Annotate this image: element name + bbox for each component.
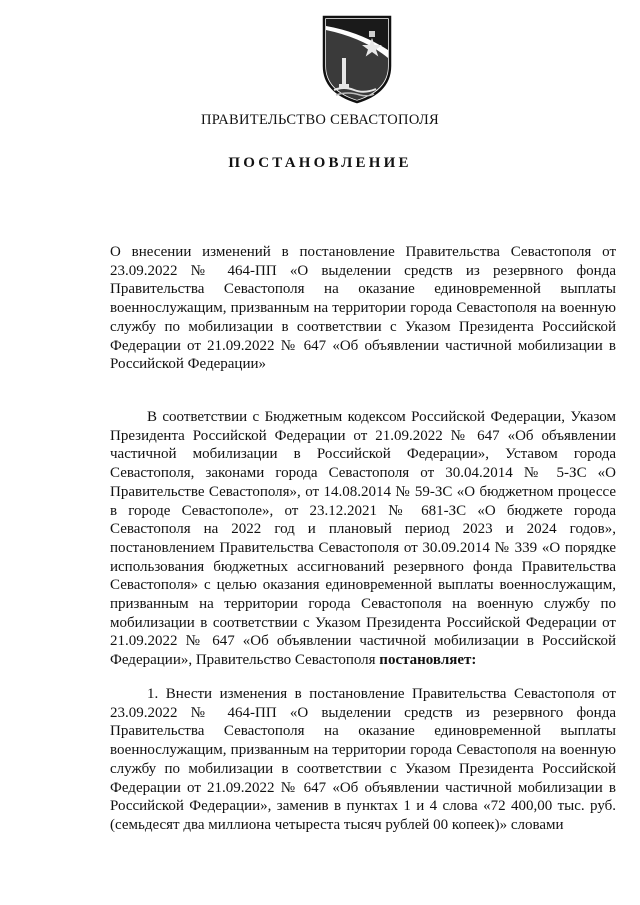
document-subject: О внесении изменений в постановление Правительства Севастополя от 23.09.2022 № 464-ПП «О выделении средств из резервного фонда Правительства Севастополя на оказание единовременной выплаты военнослужащим, призванным на территории города Севастополя на военную службу по мобилизации в соответствии с Указом Президента Российской Федерации от 21.09.2022 № 647 «Об объявлении частичной мобилизации в Российской Федерации» [110, 244, 616, 373]
sevastopol-coat-of-arms-icon [320, 14, 394, 104]
government-title: ПРАВИТЕЛЬСТВО СЕВАСТОПОЛЯ [201, 112, 439, 128]
resolves-word: постановляет: [379, 652, 477, 669]
preamble-paragraph [110, 408, 616, 670]
item-1-paragraph: 1. Внести изменения в постановление Правительства Севастополя от 23.09.2022 № 464-ПП «О выделении средств из резервного фонда Правительства Севастополя на оказание единовременной выплаты военнослужащим, призванным на территории города Севастополя на военную службу по мобилизации в соответствии с Указом Президента Российской Федерации от 21.09.2022 № 647 «Об объявлении частичной мобилизации в Российской Федерации», заменив в пунктах 1 и 4 слова «72 400,00 тыс. руб. (семьдесят два миллиона четыреста тысяч рублей 00 копеек)» словами [110, 686, 616, 833]
document-type-title: ПОСТАНОВЛЕНИЕ [228, 155, 412, 171]
preamble-text: В соответствии с Бюджетным кодексом Российской Федерации, Указом Президента Российской Федерации от 21.09.2022 № 647 «Об объявлении частичной мобилизации в Российской Федерации», Уставом города Севастополя, законами города Севастополя от 30.04.2014 № 5-ЗС «О Правительстве Севастополя», от 14.08.2014 № 59-ЗС «О бюджетном процессе в городе Севастополе», от 23.12.2021 № 681-ЗС «О бюджете города Севастополя на 2022 год и плановый период 2023 и 2024 годов», постановлением Правительства Севастополя от 30.09.2014 № 339 «О порядке использования бюджетных ассигнований резервного фонда Правительства Севастополя» с целью оказания единовременной выплаты военнослужащим, призванным на территории города Севастополя на военную службу по мобилизации в соответствии с Указом Президента Российской Федерации от 21.09.2022 № 647 «Об объявлении частичной мобилизации в Российской Федерации», Правительство Севастополя [110, 409, 616, 669]
